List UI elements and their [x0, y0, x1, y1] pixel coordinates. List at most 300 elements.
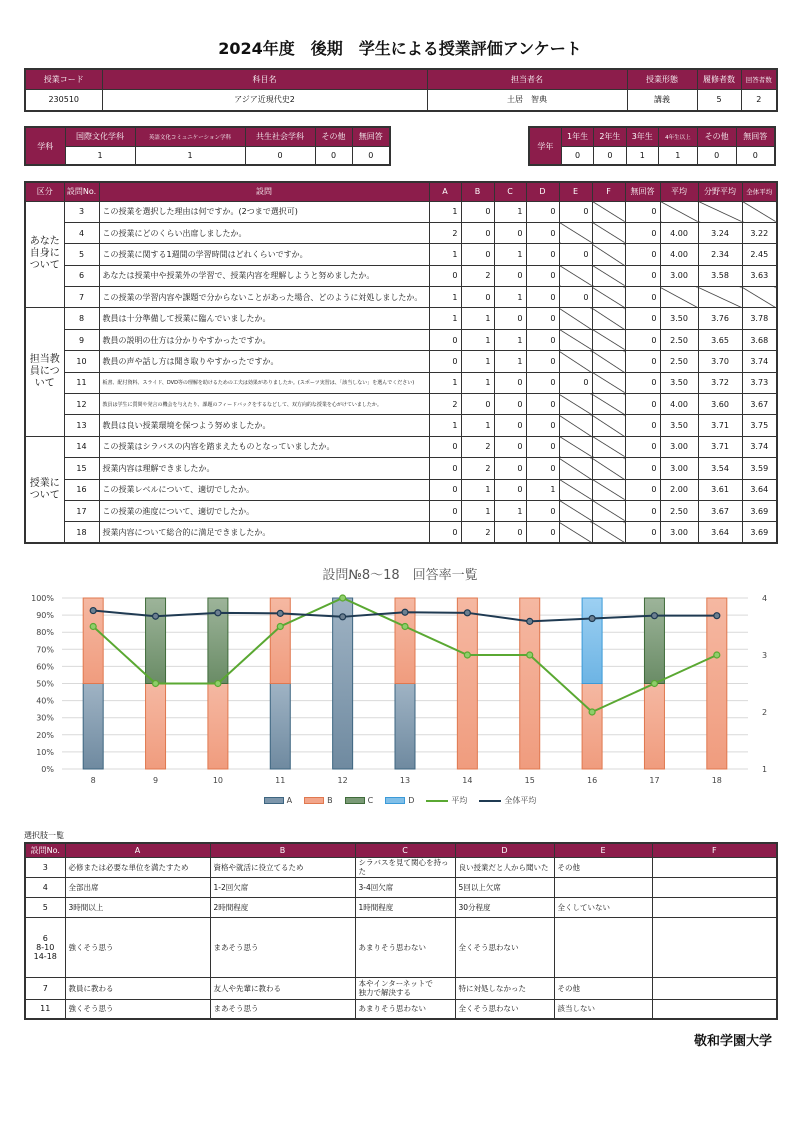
question-number: 6 — [64, 265, 99, 286]
choices-header: 設問No. — [25, 843, 65, 857]
survey-row — [25, 351, 777, 372]
count-a: 1 — [429, 287, 461, 308]
y-tick-right: 3 — [762, 651, 768, 660]
choice-e: その他 — [554, 857, 652, 877]
count-b: 1 — [461, 500, 494, 521]
dept-value: 1 — [135, 146, 245, 165]
score-avg: 3.50 — [660, 372, 698, 393]
count-a: 0 — [429, 351, 461, 372]
score-all: 3.69 — [742, 500, 777, 521]
count-na: 0 — [625, 351, 660, 372]
na-cell — [559, 308, 592, 329]
survey-results-table — [24, 181, 778, 544]
subject-name: アジア近現代史2 — [102, 89, 427, 111]
choices-row — [25, 857, 777, 877]
count-c: 0 — [494, 222, 526, 243]
score-field: 3.24 — [698, 222, 742, 243]
choice-d: 良い授業だと人から聞いた — [455, 857, 554, 877]
na-cell — [559, 436, 592, 457]
bar-a — [270, 684, 290, 770]
score-field: 3.71 — [698, 436, 742, 457]
survey-row — [25, 372, 777, 393]
count-a: 2 — [429, 394, 461, 415]
count-d: 0 — [526, 351, 559, 372]
choices-header: C — [355, 843, 455, 857]
survey-header: 無回答 — [625, 182, 660, 201]
score-field: 3.76 — [698, 308, 742, 329]
legend-label: 全体平均 — [504, 796, 537, 805]
count-na: 0 — [625, 201, 660, 222]
count-b: 0 — [461, 244, 494, 265]
na-cell — [592, 458, 625, 479]
legend-item — [385, 796, 414, 805]
choices-header: F — [652, 843, 777, 857]
score-avg: 3.50 — [660, 308, 698, 329]
bar-c — [146, 598, 166, 684]
count-a: 0 — [429, 522, 461, 543]
grade-value: 0 — [594, 146, 626, 165]
count-b: 1 — [461, 351, 494, 372]
bar-b — [644, 684, 664, 770]
count-a: 1 — [429, 415, 461, 436]
count-b: 1 — [461, 479, 494, 500]
score-avg: 4.00 — [660, 222, 698, 243]
na-cell — [559, 522, 592, 543]
question-text: この授業の進度について、適切でしたか。 — [99, 500, 429, 521]
y-tick-left: 60% — [36, 662, 54, 672]
score-field: 3.61 — [698, 479, 742, 500]
respondent-count: 2 — [741, 89, 777, 111]
count-a: 1 — [429, 244, 461, 265]
count-na: 0 — [625, 394, 660, 415]
na-cell — [698, 201, 742, 222]
survey-row — [25, 522, 777, 543]
survey-header: 区分 — [25, 182, 64, 201]
x-tick: 17 — [649, 776, 660, 785]
legend-line-marker — [426, 800, 448, 802]
point-overall-average — [277, 610, 283, 616]
y-tick-left: 30% — [36, 713, 54, 723]
na-cell — [698, 287, 742, 308]
y-tick-right: 1 — [762, 765, 768, 774]
header-instructor: 担当者名 — [427, 69, 627, 89]
count-a: 2 — [429, 222, 461, 243]
choice-e: その他 — [554, 977, 652, 999]
score-all: 3.63 — [742, 265, 777, 286]
count-b: 0 — [461, 201, 494, 222]
bar-a — [333, 598, 353, 769]
grade-table — [528, 126, 776, 166]
point-average — [277, 624, 283, 630]
choice-a: 強くそう思う — [65, 917, 210, 977]
question-number: 7 — [64, 287, 99, 308]
bar-d — [582, 598, 602, 684]
question-text: 教員は十分準備して授業に臨んでいましたか。 — [99, 308, 429, 329]
legend-line-marker — [479, 800, 501, 802]
survey-row — [25, 201, 777, 222]
count-b: 0 — [461, 394, 494, 415]
question-number: 10 — [64, 351, 99, 372]
grade-value: 1 — [626, 146, 658, 165]
na-cell — [592, 479, 625, 500]
score-avg: 3.50 — [660, 415, 698, 436]
legend-item — [264, 796, 292, 805]
score-all: 3.22 — [742, 222, 777, 243]
grade-value: 0 — [697, 146, 736, 165]
score-field: 3.54 — [698, 458, 742, 479]
count-e: 0 — [559, 244, 592, 265]
na-cell — [592, 351, 625, 372]
count-d: 0 — [526, 222, 559, 243]
question-number: 15 — [64, 458, 99, 479]
point-average — [215, 681, 221, 687]
choice-question-number: 4 — [25, 877, 65, 897]
count-d: 0 — [526, 415, 559, 436]
count-c: 0 — [494, 522, 526, 543]
dept-value: 0 — [315, 146, 352, 165]
count-a: 0 — [429, 265, 461, 286]
choices-header: B — [210, 843, 355, 857]
x-tick: 8 — [90, 776, 96, 785]
grade-header: その他 — [697, 127, 736, 146]
grade-header: 無回答 — [736, 127, 775, 146]
score-field: 2.34 — [698, 244, 742, 265]
count-na: 0 — [625, 265, 660, 286]
legend-swatch — [304, 797, 324, 804]
y-tick-left: 50% — [36, 679, 54, 689]
question-number: 3 — [64, 201, 99, 222]
choice-e — [554, 877, 652, 897]
point-average — [714, 652, 720, 658]
score-all: 3.69 — [742, 522, 777, 543]
count-na: 0 — [625, 222, 660, 243]
count-d: 0 — [526, 244, 559, 265]
count-na: 0 — [625, 244, 660, 265]
grade-header: 4年生以上 — [658, 127, 697, 146]
choice-e: 全くしていない — [554, 897, 652, 917]
score-avg: 2.50 — [660, 351, 698, 372]
point-average — [464, 652, 470, 658]
count-a: 0 — [429, 500, 461, 521]
course-info-table — [24, 68, 778, 112]
legend-item — [479, 795, 536, 806]
dept-header: 国際文化学科 — [65, 127, 135, 146]
na-cell — [660, 287, 698, 308]
question-text: 板書、配付資料、スライド、DVD等の理解を助けるための工夫は効果がありましたか。(スポーツ実習は、「該当しない」を選んでください) — [99, 372, 429, 393]
count-c: 1 — [494, 351, 526, 372]
na-cell — [559, 394, 592, 415]
score-avg: 2.00 — [660, 479, 698, 500]
point-overall-average — [527, 618, 533, 624]
category-cell: あなた自身について — [25, 201, 64, 308]
x-tick: 9 — [152, 776, 159, 785]
x-tick: 13 — [399, 776, 411, 785]
choice-f — [652, 999, 777, 1019]
survey-row — [25, 479, 777, 500]
count-d: 0 — [526, 500, 559, 521]
count-b: 1 — [461, 308, 494, 329]
page-title: 2024年度 後期 学生による授業評価アンケート — [218, 39, 582, 58]
choice-e — [554, 917, 652, 977]
grade-header: 1年生 — [561, 127, 593, 146]
legend-label: C — [367, 796, 374, 805]
count-d: 0 — [526, 329, 559, 350]
na-cell — [559, 265, 592, 286]
score-field: 3.58 — [698, 265, 742, 286]
count-na: 0 — [625, 500, 660, 521]
count-d: 0 — [526, 394, 559, 415]
count-na: 0 — [625, 436, 660, 457]
grade-header: 3年生 — [626, 127, 658, 146]
na-cell — [592, 308, 625, 329]
legend-item — [345, 796, 374, 805]
survey-header: 設問 — [99, 182, 429, 201]
count-a: 1 — [429, 201, 461, 222]
count-na: 0 — [625, 372, 660, 393]
count-c: 1 — [494, 500, 526, 521]
count-b: 2 — [461, 458, 494, 479]
question-text: あなたは授業中や授業外の学習で、授業内容を理解しようと努めましたか。 — [99, 265, 429, 286]
course-format: 講義 — [627, 89, 697, 111]
na-cell — [559, 479, 592, 500]
point-overall-average — [651, 613, 657, 619]
choice-f — [652, 857, 777, 877]
na-cell — [592, 265, 625, 286]
question-text: この授業はシラバスの内容を踏まえたものとなっていましたか。 — [99, 436, 429, 457]
university-name: 敬和学園大学 — [693, 1034, 772, 1049]
count-d: 0 — [526, 372, 559, 393]
legend-swatch — [264, 797, 284, 804]
legend-swatch — [345, 797, 365, 804]
y-tick-left: 90% — [36, 611, 54, 621]
choice-question-number: 6 8-10 14-18 — [25, 917, 65, 977]
y-tick-left: 100% — [31, 594, 54, 603]
count-d: 0 — [526, 265, 559, 286]
survey-row — [25, 436, 777, 457]
y-tick-left: 20% — [36, 730, 54, 740]
x-tick: 15 — [524, 776, 535, 785]
choices-header: A — [65, 843, 210, 857]
count-c: 1 — [494, 244, 526, 265]
count-b: 1 — [461, 372, 494, 393]
count-e: 0 — [559, 201, 592, 222]
question-number: 8 — [64, 308, 99, 329]
survey-row — [25, 329, 777, 350]
point-overall-average — [153, 613, 159, 619]
count-d: 0 — [526, 201, 559, 222]
count-b: 2 — [461, 265, 494, 286]
count-b: 1 — [461, 329, 494, 350]
question-number: 12 — [64, 394, 99, 415]
count-c: 0 — [494, 372, 526, 393]
score-all: 3.75 — [742, 415, 777, 436]
count-c: 0 — [494, 458, 526, 479]
na-cell — [592, 201, 625, 222]
na-cell — [559, 222, 592, 243]
survey-header: 分野平均 — [698, 182, 742, 201]
survey-header: B — [461, 182, 494, 201]
legend-label: A — [286, 796, 293, 805]
score-all: 3.67 — [742, 394, 777, 415]
choice-b: まあそう思う — [210, 999, 355, 1019]
choice-c: あまりそう思わない — [355, 917, 455, 977]
choice-d: 特に対処しなかった — [455, 977, 554, 999]
count-e: 0 — [559, 372, 592, 393]
legend-label: D — [408, 796, 415, 805]
choices-row — [25, 999, 777, 1019]
choices-header: E — [554, 843, 652, 857]
survey-row — [25, 500, 777, 521]
choices-row — [25, 877, 777, 897]
question-text: 教員の説明の仕方は分かりやすかったですか。 — [99, 329, 429, 350]
point-overall-average — [90, 608, 96, 614]
category-cell: 担当教員について — [25, 308, 64, 436]
bar-b — [208, 684, 228, 770]
choices-table — [24, 842, 778, 1020]
point-average — [402, 624, 408, 630]
na-cell — [559, 415, 592, 436]
grade-value: 0 — [561, 146, 593, 165]
question-text: この授業に関する1週間の学習時間はどれくらいですか。 — [99, 244, 429, 265]
na-cell — [592, 415, 625, 436]
score-avg: 2.50 — [660, 500, 698, 521]
legend-label: 平均 — [451, 796, 468, 805]
question-number: 4 — [64, 222, 99, 243]
na-cell — [592, 287, 625, 308]
count-c: 0 — [494, 479, 526, 500]
x-tick: 10 — [212, 776, 224, 785]
point-overall-average — [340, 614, 346, 620]
point-average — [589, 709, 595, 715]
bar-a — [83, 684, 103, 770]
choice-a: 強くそう思う — [65, 999, 210, 1019]
survey-row — [25, 287, 777, 308]
score-avg: 2.50 — [660, 329, 698, 350]
count-e: 0 — [559, 287, 592, 308]
count-c: 0 — [494, 415, 526, 436]
count-c: 0 — [494, 265, 526, 286]
score-field: 3.70 — [698, 351, 742, 372]
question-text: 教員の声や話し方は聞き取りやすかったですか。 — [99, 351, 429, 372]
legend-swatch — [385, 797, 405, 804]
y-tick-left: 80% — [36, 628, 54, 638]
survey-row — [25, 308, 777, 329]
bar-b — [457, 598, 477, 769]
header-format: 授業形態 — [627, 69, 697, 89]
legend-item — [426, 795, 467, 806]
choice-a: 全部出席 — [65, 877, 210, 897]
survey-header: E — [559, 182, 592, 201]
chart-legend — [0, 795, 800, 806]
dept-header: 無回答 — [352, 127, 390, 146]
dept-value: 0 — [352, 146, 390, 165]
course-code: 230510 — [25, 89, 102, 111]
score-all: 3.74 — [742, 351, 777, 372]
score-all: 3.68 — [742, 329, 777, 350]
choice-c: シラバスを見て関心を持った — [355, 857, 455, 877]
dept-header: その他 — [315, 127, 352, 146]
department-table — [24, 126, 391, 166]
na-cell — [559, 329, 592, 350]
grade-value: 0 — [736, 146, 775, 165]
point-overall-average — [714, 613, 720, 619]
count-c: 1 — [494, 329, 526, 350]
score-all: 3.73 — [742, 372, 777, 393]
choice-d: 5回以上欠席 — [455, 877, 554, 897]
survey-header: D — [526, 182, 559, 201]
header-enrolled: 履修者数 — [697, 69, 741, 89]
count-c: 1 — [494, 287, 526, 308]
choice-b: 資格や就活に役立てるため — [210, 857, 355, 877]
count-na: 0 — [625, 458, 660, 479]
count-a: 0 — [429, 329, 461, 350]
question-number: 16 — [64, 479, 99, 500]
survey-row — [25, 244, 777, 265]
choice-f — [652, 877, 777, 897]
bar-b — [146, 684, 166, 770]
count-na: 0 — [625, 415, 660, 436]
choice-c: 1時間程度 — [355, 897, 455, 917]
y-tick-left: 40% — [36, 696, 54, 706]
count-b: 0 — [461, 222, 494, 243]
dept-header: 共生社会学科 — [245, 127, 315, 146]
score-avg: 3.00 — [660, 522, 698, 543]
score-field: 3.60 — [698, 394, 742, 415]
count-na: 0 — [625, 308, 660, 329]
count-d: 0 — [526, 287, 559, 308]
na-cell — [559, 351, 592, 372]
survey-header: 平均 — [660, 182, 698, 201]
count-a: 0 — [429, 436, 461, 457]
count-a: 0 — [429, 479, 461, 500]
question-number: 11 — [64, 372, 99, 393]
count-b: 0 — [461, 287, 494, 308]
grade-header: 2年生 — [594, 127, 626, 146]
choice-d: 全くそう思わない — [455, 999, 554, 1019]
na-cell — [592, 436, 625, 457]
count-na: 0 — [625, 329, 660, 350]
na-cell — [742, 201, 777, 222]
question-text: この授業レベルについて、適切でしたか。 — [99, 479, 429, 500]
point-overall-average — [589, 616, 595, 622]
na-cell — [592, 329, 625, 350]
x-tick: 16 — [586, 776, 598, 785]
score-avg: 3.00 — [660, 458, 698, 479]
question-number: 13 — [64, 415, 99, 436]
choice-c: あまりそう思わない — [355, 999, 455, 1019]
y-tick-left: 10% — [36, 747, 54, 757]
na-cell — [660, 201, 698, 222]
point-average — [651, 681, 657, 687]
dept-value: 0 — [245, 146, 315, 165]
choice-question-number: 3 — [25, 857, 65, 877]
na-cell — [559, 500, 592, 521]
choice-c: 3-4回欠席 — [355, 877, 455, 897]
point-average — [90, 624, 96, 630]
choice-a: 教員に教わる — [65, 977, 210, 999]
bar-b — [707, 598, 727, 769]
count-d: 0 — [526, 436, 559, 457]
choice-f — [652, 917, 777, 977]
score-all: 3.78 — [742, 308, 777, 329]
score-all: 3.64 — [742, 479, 777, 500]
na-cell — [592, 522, 625, 543]
choice-question-number: 11 — [25, 999, 65, 1019]
survey-row — [25, 415, 777, 436]
survey-header: 設問No. — [64, 182, 99, 201]
question-number: 5 — [64, 244, 99, 265]
dept-value: 1 — [65, 146, 135, 165]
